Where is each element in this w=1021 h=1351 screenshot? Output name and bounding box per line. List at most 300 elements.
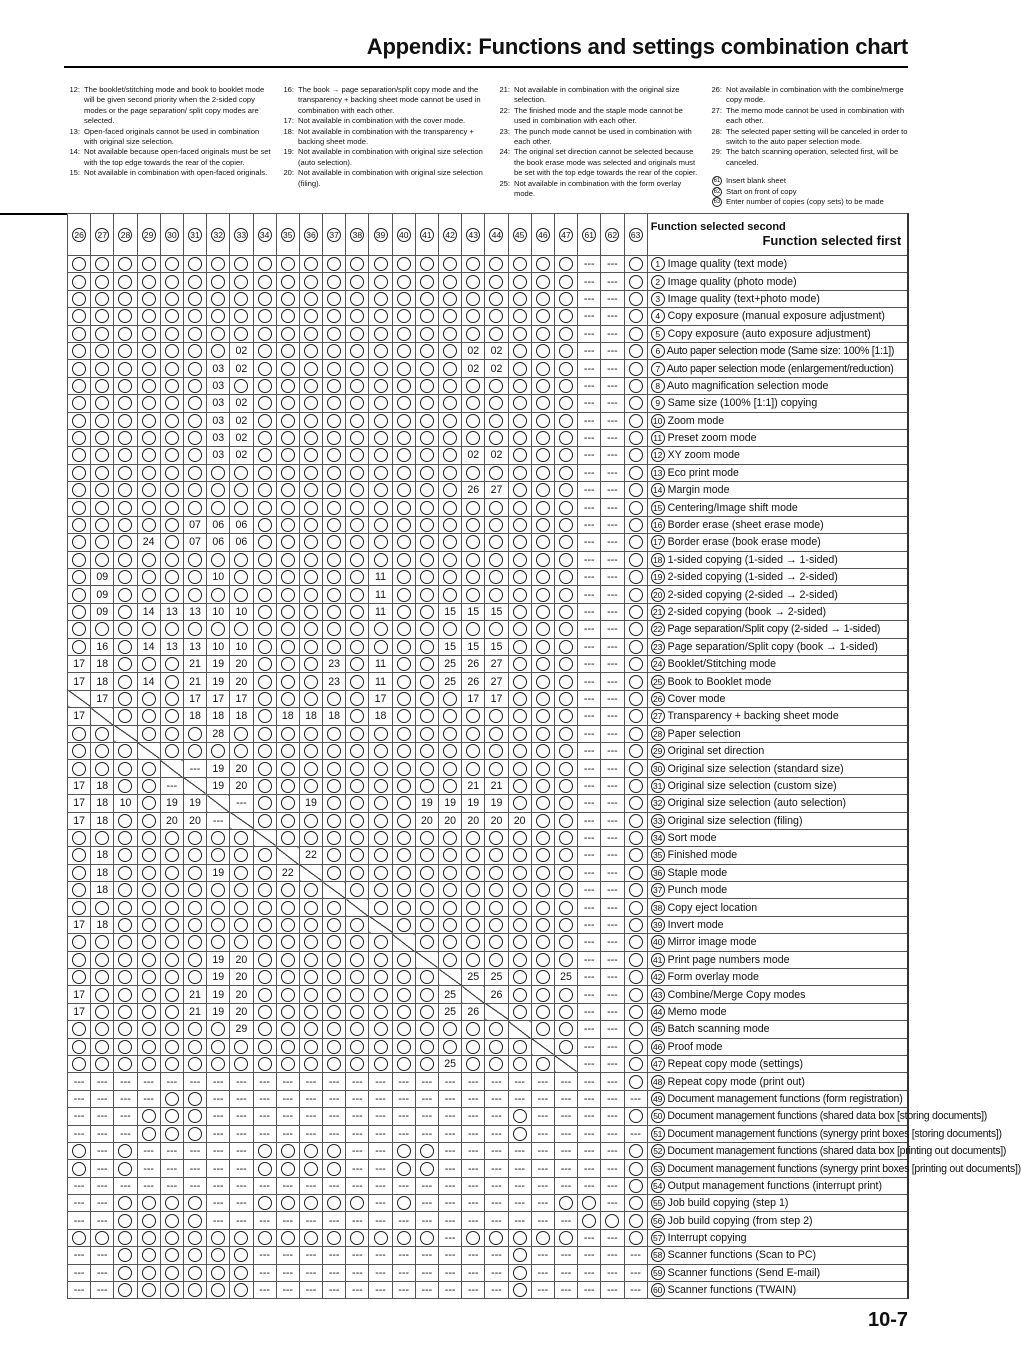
available-mark-icon xyxy=(513,448,527,462)
table-cell xyxy=(346,1195,369,1212)
table-cell xyxy=(323,308,346,325)
table-cell: 02 xyxy=(230,395,253,412)
column-header xyxy=(415,214,438,256)
row-label xyxy=(647,847,908,864)
available-mark-icon xyxy=(234,379,248,393)
table-cell xyxy=(160,1055,183,1072)
table-cell xyxy=(415,429,438,446)
table-cell: --- xyxy=(578,725,601,742)
table-cell xyxy=(624,1003,647,1020)
footnote-text: Insert blank sheet xyxy=(726,176,786,186)
table-cell xyxy=(137,864,160,881)
footnote xyxy=(494,106,699,127)
table-cell: 20 xyxy=(462,812,485,829)
available-mark-icon xyxy=(536,588,550,602)
table-cell: --- xyxy=(253,1264,276,1281)
available-mark-icon xyxy=(327,918,341,932)
available-mark-icon xyxy=(118,657,132,671)
available-mark-icon xyxy=(397,396,411,410)
available-mark-icon xyxy=(165,1040,179,1054)
available-mark-icon xyxy=(118,762,132,776)
available-mark-icon xyxy=(72,727,86,741)
table-cell: 21 xyxy=(183,673,206,690)
table-cell xyxy=(392,551,415,568)
available-mark-icon xyxy=(304,379,318,393)
table-cell xyxy=(392,1142,415,1159)
available-mark-icon xyxy=(72,448,86,462)
table-cell: --- xyxy=(299,1090,322,1107)
table-cell xyxy=(68,412,91,429)
available-mark-icon xyxy=(258,501,272,515)
available-mark-icon xyxy=(258,675,272,689)
table-cell xyxy=(91,273,114,290)
available-mark-icon xyxy=(304,1231,318,1245)
available-mark-icon xyxy=(211,1283,225,1297)
available-mark-icon xyxy=(350,935,364,949)
table-cell xyxy=(554,586,577,603)
table-cell: --- xyxy=(601,1160,624,1177)
available-mark-icon xyxy=(420,1005,434,1019)
table-cell xyxy=(323,586,346,603)
available-mark-icon xyxy=(513,744,527,758)
available-mark-icon xyxy=(629,1231,643,1245)
available-mark-icon xyxy=(304,970,318,984)
table-cell: --- xyxy=(346,1212,369,1229)
table-cell: --- xyxy=(369,1212,392,1229)
table-cell xyxy=(485,586,508,603)
available-mark-icon xyxy=(165,918,179,932)
table-cell xyxy=(624,273,647,290)
table-cell xyxy=(114,395,137,412)
table-cell: --- xyxy=(207,1195,230,1212)
table-cell xyxy=(462,864,485,881)
table-cell xyxy=(415,916,438,933)
footnote-number: 15: xyxy=(69,168,80,178)
available-mark-icon xyxy=(72,518,86,532)
footnote-number: 19: xyxy=(283,147,294,157)
row-number-icon: 4 xyxy=(651,309,665,323)
table-cell: --- xyxy=(392,1282,415,1299)
table-row xyxy=(68,760,909,777)
table-cell: --- xyxy=(91,1264,114,1281)
available-mark-icon xyxy=(536,414,550,428)
table-cell xyxy=(230,569,253,586)
table-cell xyxy=(392,1003,415,1020)
available-mark-icon xyxy=(165,883,179,897)
row-label-text: Same size (100% [1:1]) copying xyxy=(667,397,818,410)
table-cell xyxy=(299,308,322,325)
table-cell xyxy=(253,603,276,620)
table-cell: --- xyxy=(91,1177,114,1194)
table-cell xyxy=(624,308,647,325)
table-cell: 18 xyxy=(91,916,114,933)
table-cell xyxy=(137,725,160,742)
available-mark-icon xyxy=(397,588,411,602)
available-mark-icon xyxy=(281,570,295,584)
table-cell xyxy=(531,760,554,777)
available-mark-icon xyxy=(513,883,527,897)
table-cell xyxy=(415,864,438,881)
available-mark-icon xyxy=(258,1144,272,1158)
table-cell xyxy=(624,377,647,394)
table-cell xyxy=(91,760,114,777)
available-mark-icon xyxy=(95,275,109,289)
table-cell xyxy=(508,760,531,777)
table-cell xyxy=(369,1229,392,1246)
table-cell xyxy=(114,273,137,290)
available-mark-icon xyxy=(142,692,156,706)
row-number-icon: 9 xyxy=(651,396,665,410)
available-mark-icon xyxy=(142,901,156,915)
available-mark-icon xyxy=(536,953,550,967)
row-label xyxy=(647,256,908,273)
table-cell xyxy=(91,1021,114,1038)
table-cell: 18 xyxy=(369,708,392,725)
table-cell xyxy=(114,1003,137,1020)
table-cell xyxy=(276,1160,299,1177)
table-cell xyxy=(207,916,230,933)
table-cell xyxy=(346,951,369,968)
table-cell: --- xyxy=(578,1090,601,1107)
table-cell xyxy=(207,482,230,499)
available-mark-icon xyxy=(489,414,503,428)
table-cell xyxy=(114,655,137,672)
available-mark-icon xyxy=(304,501,318,515)
available-mark-icon xyxy=(258,1057,272,1071)
table-cell: --- xyxy=(601,603,624,620)
table-cell xyxy=(369,864,392,881)
table-cell xyxy=(207,1282,230,1299)
row-label xyxy=(647,742,908,759)
table-cell xyxy=(392,290,415,307)
table-cell: --- xyxy=(253,1108,276,1125)
available-mark-icon xyxy=(374,553,388,567)
table-cell: --- xyxy=(601,916,624,933)
row-label xyxy=(647,360,908,377)
table-cell xyxy=(183,725,206,742)
table-cell xyxy=(276,290,299,307)
table-cell xyxy=(624,795,647,812)
available-mark-icon xyxy=(466,1040,480,1054)
table-cell xyxy=(346,1003,369,1020)
table-cell xyxy=(531,864,554,881)
row-label-text: Page separation/Split copy (2-sided → 1-sided) xyxy=(667,623,881,636)
available-mark-icon xyxy=(374,901,388,915)
available-mark-icon xyxy=(118,622,132,636)
table-cell xyxy=(183,899,206,916)
table-cell xyxy=(160,1038,183,1055)
table-cell xyxy=(160,1021,183,1038)
available-mark-icon xyxy=(466,431,480,445)
available-mark-icon xyxy=(142,501,156,515)
row-label xyxy=(647,882,908,899)
row-number-icon: 11 xyxy=(651,431,665,445)
available-mark-icon xyxy=(258,1022,272,1036)
table-cell xyxy=(346,395,369,412)
table-cell xyxy=(91,621,114,638)
table-cell xyxy=(160,1229,183,1246)
table-cell xyxy=(160,1264,183,1281)
available-mark-icon xyxy=(629,553,643,567)
footnote-number: 23: xyxy=(499,126,510,136)
table-cell xyxy=(137,812,160,829)
table-cell xyxy=(346,429,369,446)
available-mark-icon xyxy=(211,257,225,271)
available-mark-icon xyxy=(165,431,179,445)
row-label-text: Original size selection (filing) xyxy=(667,814,803,827)
available-mark-icon xyxy=(559,622,573,636)
table-cell xyxy=(439,951,462,968)
available-mark-icon xyxy=(188,309,202,323)
table-cell xyxy=(68,969,91,986)
table-cell xyxy=(160,1195,183,1212)
table-cell xyxy=(137,760,160,777)
available-mark-icon xyxy=(397,1057,411,1071)
table-cell xyxy=(160,864,183,881)
table-cell xyxy=(299,603,322,620)
table-cell: --- xyxy=(601,1195,624,1212)
available-mark-icon xyxy=(165,866,179,880)
table-cell xyxy=(554,273,577,290)
available-mark-icon xyxy=(513,1057,527,1071)
table-cell: --- xyxy=(578,847,601,864)
available-mark-icon xyxy=(559,275,573,289)
available-mark-icon xyxy=(629,1179,643,1193)
table-cell xyxy=(485,412,508,429)
table-cell xyxy=(415,934,438,951)
table-cell: --- xyxy=(578,1125,601,1142)
table-row xyxy=(68,534,909,551)
table-cell xyxy=(91,256,114,273)
table-row xyxy=(68,829,909,846)
table-cell xyxy=(439,829,462,846)
available-mark-icon xyxy=(118,1266,132,1280)
table-row xyxy=(68,551,909,568)
table-cell: 19 xyxy=(415,795,438,812)
table-cell xyxy=(253,864,276,881)
available-mark-icon xyxy=(118,1248,132,1262)
table-cell xyxy=(554,569,577,586)
table-cell xyxy=(485,429,508,446)
table-cell xyxy=(299,482,322,499)
row-label-text: Document management functions (shared data box [storing documents]) xyxy=(667,1110,988,1123)
table-cell xyxy=(439,534,462,551)
table-row xyxy=(68,777,909,794)
table-cell: 18 xyxy=(207,708,230,725)
available-mark-icon xyxy=(142,553,156,567)
table-cell: --- xyxy=(415,1177,438,1194)
table-cell: --- xyxy=(68,1090,91,1107)
available-mark-icon xyxy=(559,727,573,741)
table-cell xyxy=(346,342,369,359)
table-cell: --- xyxy=(91,1212,114,1229)
available-mark-icon xyxy=(304,309,318,323)
table-cell: 10 xyxy=(207,603,230,620)
table-cell: 27 xyxy=(485,482,508,499)
table-cell xyxy=(508,1125,531,1142)
table-cell xyxy=(439,1021,462,1038)
table-row xyxy=(68,273,909,290)
table-cell xyxy=(392,655,415,672)
table-cell xyxy=(91,482,114,499)
row-label xyxy=(647,603,908,620)
table-cell xyxy=(439,621,462,638)
available-mark-icon xyxy=(420,501,434,515)
table-cell: --- xyxy=(114,1108,137,1125)
table-cell: --- xyxy=(485,1125,508,1142)
table-cell xyxy=(230,1055,253,1072)
table-cell: 03 xyxy=(207,429,230,446)
table-cell xyxy=(114,1212,137,1229)
available-mark-icon xyxy=(420,431,434,445)
available-mark-icon xyxy=(95,327,109,341)
row-label xyxy=(647,412,908,429)
table-cell xyxy=(299,1229,322,1246)
available-mark-icon xyxy=(327,275,341,289)
table-cell xyxy=(299,829,322,846)
available-mark-icon xyxy=(95,622,109,636)
footnote-number: 22: xyxy=(499,105,510,115)
table-cell: 20 xyxy=(230,1003,253,1020)
available-mark-icon xyxy=(95,762,109,776)
available-mark-icon xyxy=(559,344,573,358)
table-cell xyxy=(439,899,462,916)
table-cell: 14 xyxy=(137,603,160,620)
table-cell xyxy=(299,655,322,672)
table-cell xyxy=(369,290,392,307)
table-cell: 06 xyxy=(207,534,230,551)
row-label xyxy=(647,1177,908,1194)
row-number-icon: 6 xyxy=(651,344,665,358)
available-mark-icon xyxy=(420,762,434,776)
available-mark-icon xyxy=(559,518,573,532)
available-mark-icon xyxy=(513,1005,527,1019)
table-cell xyxy=(91,899,114,916)
table-cell: 20 xyxy=(415,812,438,829)
available-mark-icon xyxy=(188,901,202,915)
table-cell xyxy=(230,256,253,273)
table-cell xyxy=(531,812,554,829)
table-cell xyxy=(323,342,346,359)
footnote-text: Not available in combination with the form overlay mode. xyxy=(514,178,682,199)
table-cell xyxy=(137,708,160,725)
available-mark-icon xyxy=(466,292,480,306)
table-cell xyxy=(439,916,462,933)
table-cell xyxy=(415,777,438,794)
table-cell: 11 xyxy=(369,569,392,586)
table-cell xyxy=(485,516,508,533)
table-cell xyxy=(601,1212,624,1229)
row-label xyxy=(647,1055,908,1072)
available-mark-icon xyxy=(536,553,550,567)
available-mark-icon xyxy=(165,1057,179,1071)
available-mark-icon xyxy=(327,640,341,654)
available-mark-icon xyxy=(258,640,272,654)
available-mark-icon xyxy=(420,588,434,602)
row-number-icon: 41 xyxy=(651,953,665,967)
table-cell: --- xyxy=(601,1090,624,1107)
available-mark-icon xyxy=(489,518,503,532)
table-cell: --- xyxy=(91,1195,114,1212)
table-cell xyxy=(346,690,369,707)
available-mark-icon xyxy=(281,953,295,967)
table-cell xyxy=(323,951,346,968)
table-cell: --- xyxy=(531,1125,554,1142)
table-cell: --- xyxy=(578,308,601,325)
available-mark-icon xyxy=(536,744,550,758)
table-cell xyxy=(276,812,299,829)
available-mark-icon xyxy=(420,483,434,497)
available-mark-icon xyxy=(165,1248,179,1262)
table-cell xyxy=(160,586,183,603)
available-mark-icon xyxy=(350,396,364,410)
table-cell xyxy=(624,638,647,655)
available-mark-icon xyxy=(165,831,179,845)
table-cell xyxy=(299,690,322,707)
table-cell xyxy=(624,829,647,846)
table-cell xyxy=(531,499,554,516)
footnote-number: 12: xyxy=(69,85,80,94)
available-mark-icon xyxy=(350,953,364,967)
table-cell: --- xyxy=(276,1090,299,1107)
footnote xyxy=(706,147,916,168)
table-cell: --- xyxy=(253,1090,276,1107)
table-cell xyxy=(508,429,531,446)
table-cell xyxy=(183,1229,206,1246)
available-mark-icon xyxy=(95,744,109,758)
table-cell xyxy=(531,1003,554,1020)
table-cell xyxy=(508,708,531,725)
table-row xyxy=(68,969,909,986)
table-cell: --- xyxy=(207,1108,230,1125)
available-mark-icon xyxy=(72,588,86,602)
table-cell xyxy=(415,725,438,742)
table-cell xyxy=(114,586,137,603)
row-label-text: Image quality (text mode) xyxy=(667,257,788,270)
available-mark-icon xyxy=(281,344,295,358)
available-mark-icon xyxy=(281,257,295,271)
available-mark-icon xyxy=(629,796,643,810)
table-cell xyxy=(392,864,415,881)
diagonal-cell xyxy=(323,882,346,899)
table-cell: --- xyxy=(160,1142,183,1159)
table-cell xyxy=(299,377,322,394)
available-mark-icon xyxy=(513,935,527,949)
table-cell xyxy=(253,429,276,446)
available-mark-icon xyxy=(118,570,132,584)
row-number-icon: 56 xyxy=(651,1214,665,1228)
header-row xyxy=(68,214,909,256)
available-mark-icon xyxy=(118,1040,132,1054)
available-mark-icon xyxy=(118,535,132,549)
table-cell xyxy=(369,760,392,777)
available-mark-icon xyxy=(443,1022,457,1036)
row-label xyxy=(647,482,908,499)
row-label xyxy=(647,1195,908,1212)
table-cell xyxy=(554,847,577,864)
table-cell xyxy=(554,621,577,638)
table-cell xyxy=(137,499,160,516)
table-cell xyxy=(531,1055,554,1072)
table-cell xyxy=(624,395,647,412)
available-mark-icon xyxy=(350,431,364,445)
table-cell: --- xyxy=(299,1247,322,1264)
available-mark-icon xyxy=(536,605,550,619)
row-label-text: XY zoom mode xyxy=(667,449,740,462)
row-label-text: Batch scanning mode xyxy=(667,1023,770,1036)
row-label-text: Document management functions (synergy print boxes [storing documents]) xyxy=(667,1127,1002,1140)
table-cell: --- xyxy=(578,638,601,655)
